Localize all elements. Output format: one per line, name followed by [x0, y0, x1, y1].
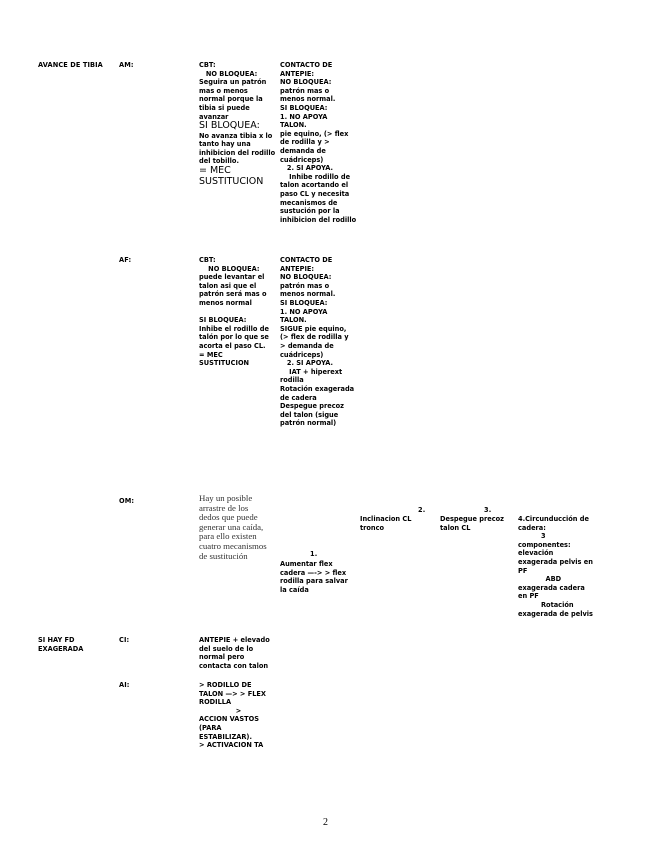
am-contact-line: 2. SI APOYA.	[280, 164, 333, 173]
row-label-avance-tibia: AVANCE DE TIBIA	[38, 61, 103, 69]
ai-text-line: ESTABILIZAR).	[199, 732, 252, 741]
af-contact-line: 1. NO APOYA	[280, 307, 328, 316]
om-m4-block	[518, 515, 593, 618]
af-cbt-line: Inhibe el rodillo de	[199, 324, 269, 333]
af-cbt-line: SI BLOQUEA:	[199, 316, 247, 325]
am-cbt-si-bloquea: SI BLOQUEA:	[199, 120, 260, 132]
sublabel-ci: CI:	[119, 636, 130, 644]
am-contact-line: mecanismos de	[280, 198, 338, 207]
am-contact-line: Inhibe rodillo de	[280, 172, 351, 181]
row-label-fd-exagerada	[38, 636, 83, 653]
af-contact-line: patrón normal)	[280, 419, 337, 428]
om-m2-line: Inclinacion CL	[360, 515, 412, 523]
om-intro-line: generar una caída,	[199, 521, 264, 532]
ci-text-block	[199, 636, 270, 670]
om-m4-line: en PF	[518, 592, 539, 601]
om-intro-line: dedos que puede	[199, 512, 258, 523]
af-contact-line: patrón mas o	[280, 281, 330, 290]
om-m4-line: Rotación	[518, 600, 574, 609]
am-cbt-block	[199, 61, 275, 187]
af-cbt-line: acorta el paso CL.	[199, 341, 266, 350]
af-contact-line: CONTACTO DE	[280, 256, 333, 264]
ai-text-block	[199, 681, 266, 750]
af-contact-line: IAT + hiperext	[280, 367, 343, 376]
om-m1-line: la caída	[280, 585, 309, 594]
af-cbt-line: menos normal	[199, 298, 252, 307]
om-m4-line: 4.Circunducción de	[518, 515, 589, 523]
am-cbt-line: No avanza tibia x lo	[199, 131, 273, 140]
ci-label-line: SI HAY FD	[38, 636, 75, 644]
af-contact-line: Despegue precoz	[280, 402, 344, 411]
am-contact-line: 1. NO APOYA	[280, 112, 328, 121]
af-contact-line: cuádriceps)	[280, 350, 324, 359]
om-m2-line: tronco	[360, 523, 385, 532]
om-intro-line: para ello existen	[199, 531, 257, 542]
sublabel-am: AM:	[119, 61, 134, 69]
sublabel-om: OM:	[119, 497, 135, 505]
am-cbt-line: NO BLOQUEA:	[199, 69, 258, 78]
ai-text-line: (PARA	[199, 723, 222, 732]
af-contact-line: > demanda de	[280, 341, 334, 350]
am-cbt-line: tanto hay una	[199, 140, 251, 149]
om-m1-line: cadera —-> > flex	[280, 568, 347, 577]
am-contact-line: talon acortando el	[280, 181, 349, 190]
om-m1-number: 1.	[310, 550, 318, 558]
af-cbt-line: CBT:	[199, 256, 216, 264]
page-number: 2	[323, 817, 328, 828]
am-contact-line: CONTACTO DE	[280, 61, 333, 69]
am-contact-line: menos normal.	[280, 95, 336, 104]
am-cbt-line: del tobillo.	[199, 157, 239, 166]
af-contact-line: SI BLOQUEA:	[280, 298, 328, 307]
ai-text-line: > ACTIVACION TA	[199, 741, 264, 750]
ai-text-line: > RODILLO DE	[199, 681, 252, 689]
af-cbt-line: talon asi que el	[199, 281, 257, 290]
om-m3-line: talon CL	[440, 523, 471, 532]
af-contact-line: rodilla	[280, 376, 304, 385]
am-cbt-line: normal porque la	[199, 95, 263, 104]
am-contact-line: demanda de	[280, 146, 326, 155]
ci-text-line: ANTEPIE + elevado	[199, 636, 270, 644]
am-contact-line: sustución por la	[280, 207, 340, 216]
om-m4-line: componentes:	[518, 540, 571, 549]
af-contact-line: menos normal.	[280, 290, 336, 299]
ai-text-line: RODILLA	[199, 698, 232, 707]
af-contact-line: de cadera	[280, 393, 317, 402]
am-cbt-line: Seguira un patrón	[199, 78, 267, 87]
af-cbt-line: patrón será mas o	[199, 290, 267, 299]
om-m1-line: Aumentar flex	[280, 560, 333, 568]
sublabel-af: AF:	[119, 256, 132, 264]
om-m3-block	[440, 515, 504, 532]
af-cbt-line: NO BLOQUEA:	[199, 264, 260, 273]
ai-text-line: TALON —> > FLEX	[199, 689, 267, 698]
am-contact-line: NO BLOQUEA:	[280, 78, 332, 87]
af-contact-block	[280, 256, 354, 428]
om-m4-line: exagerada cadera	[518, 583, 585, 592]
ci-label-line: EXAGERADA	[38, 644, 84, 653]
af-cbt-line: = MEC	[199, 350, 223, 359]
om-m1-line: rodilla para salvar	[280, 577, 348, 586]
af-contact-line: Rotación exagerada	[280, 384, 355, 393]
af-contact-line: ANTEPIE:	[280, 264, 315, 273]
af-cbt-line: SUSTITUCION	[199, 359, 250, 368]
om-intro-line: cuatro mecanismos	[199, 540, 267, 551]
am-contact-line: ANTEPIE:	[280, 69, 315, 78]
af-contact-line: del talon (sigue	[280, 410, 339, 419]
ai-text-line: ACCION VASTOS	[199, 715, 260, 724]
sublabel-ai: AI:	[119, 681, 130, 689]
af-cbt-block	[199, 256, 269, 368]
am-contact-line: TALON.	[280, 121, 307, 130]
am-cbt-line: SUSTITUCION	[199, 175, 264, 187]
am-cbt-line: inhibicion del rodillo	[199, 148, 276, 157]
om-intro-block	[199, 494, 267, 561]
am-contact-line: SI BLOQUEA:	[280, 103, 328, 112]
om-m4-line: 3	[518, 532, 546, 541]
om-m4-line: ABD	[518, 575, 562, 584]
am-cbt-line: avanzar	[199, 112, 229, 121]
am-contact-block	[280, 61, 356, 224]
af-contact-line: NO BLOQUEA:	[280, 273, 332, 282]
am-cbt-line: tibia si puede	[199, 103, 250, 112]
am-contact-line: paso CL y necesita	[280, 189, 350, 198]
af-cbt-line: talón por lo que se	[199, 333, 269, 342]
am-cbt-line: mas o menos	[199, 86, 248, 95]
am-contact-line: cuádriceps)	[280, 155, 324, 164]
om-m4-line: cadera:	[518, 523, 546, 532]
am-contact-line: patrón mas o	[280, 86, 330, 95]
af-contact-line: 2. SI APOYA.	[280, 359, 333, 368]
ai-text-line: >	[199, 706, 242, 715]
om-intro-line: Hay un posible	[199, 493, 253, 503]
am-contact-line: de rodilla y >	[280, 138, 330, 147]
om-m2-number: 2.	[418, 506, 426, 514]
om-m2-block	[360, 515, 411, 532]
om-intro-line: arrastre de los	[199, 502, 249, 513]
af-cbt-line: puede levantar el	[199, 273, 265, 282]
af-contact-line: (> flex de rodilla y	[280, 333, 349, 342]
am-cbt-line: CBT:	[199, 61, 216, 69]
om-m4-line: exagerada pelvis en	[518, 557, 593, 566]
om-m3-number: 3.	[484, 506, 492, 514]
af-cbt-line	[199, 308, 269, 317]
am-cbt-line: = MEC	[199, 165, 231, 177]
ci-text-line: contacta con talon	[199, 661, 269, 670]
om-m4-line: exagerada de pelvis	[518, 609, 593, 618]
om-m4-line: elevación	[518, 549, 554, 558]
ci-text-line: normal pero	[199, 653, 245, 662]
om-m1-block	[280, 560, 348, 594]
am-contact-line: inhibicion del rodillo	[280, 215, 357, 224]
am-contact-line: pie equino, (> flex	[280, 129, 349, 138]
om-m3-line: Despegue precoz	[440, 515, 504, 523]
af-contact-line: TALON.	[280, 316, 307, 325]
ci-text-line: del suelo de lo	[199, 644, 254, 653]
om-m4-line: PF	[518, 566, 528, 575]
om-intro-line: de sustitución	[199, 550, 248, 561]
af-contact-line: SIGUE pie equino,	[280, 324, 347, 333]
